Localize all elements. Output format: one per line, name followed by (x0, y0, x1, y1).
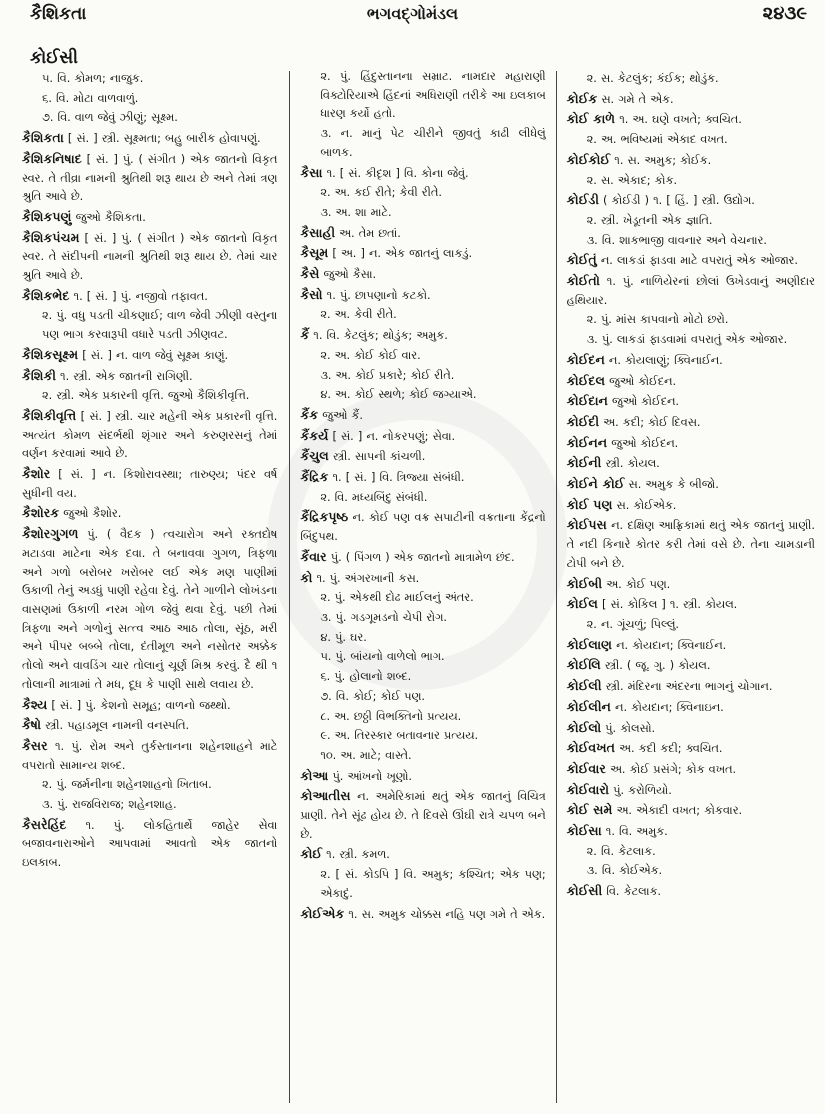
headword: કોઈ કાળે (566, 111, 616, 127)
headword: કોઈપસ (566, 517, 607, 533)
definition-text: જુઓ કૈં. (318, 408, 363, 422)
definition-text: સ્ત્રી. મંદિરના અંદરના ભાગનું ચોગાન. (601, 680, 773, 694)
headword: કોઈદાન (566, 393, 608, 409)
dictionary-entry (567, 698, 815, 718)
definition-text: ૧. અ. ઘણે વખતે; ક્વચિત. (615, 113, 742, 127)
entry-sense (567, 212, 815, 231)
dictionary-entry (567, 677, 815, 697)
dictionary-entry (567, 801, 815, 821)
definition-text: ૧. પું. નાળિયેરનાં છોલાં ઉખેડવાનું અણીદાર હથિયાર. (566, 275, 815, 307)
entry-sense (300, 367, 545, 386)
definition-text: સ. કોઈએક. (612, 498, 677, 512)
dictionary-entry (567, 822, 815, 842)
headword: કોઈની (566, 455, 602, 471)
dictionary-entry (567, 272, 815, 310)
dictionary-entry (22, 407, 277, 464)
page-number: ૨૪૩૯ (762, 3, 807, 24)
column-3 (557, 68, 815, 1104)
dictionary-entry (300, 265, 545, 285)
entry-sense (567, 862, 815, 881)
definition-text: ૩. પું. ગડગૂમડનો ચેપી રોગ. (320, 610, 447, 624)
definition-text: સ્ત્રી. પહાડમૂલ નામની વનસ્પતિ. (41, 719, 190, 733)
headword: કૈસરેહિંદ (22, 816, 67, 832)
page-header (0, 0, 825, 72)
definition-text: ૨. સ્ત્રી. ખેડૂતની એક જ્ઞાતિ. (586, 213, 713, 227)
dictionary-entry (300, 767, 545, 787)
definition-text: અ. કોઈ પ્રસંગે; કોક વખત. (605, 762, 737, 776)
headword: કોઈદી (566, 413, 600, 429)
headword: કોઈને કોઈ (566, 476, 625, 492)
dictionary-entry (567, 719, 815, 739)
headword: કોઈલી (566, 678, 602, 694)
headword: કૈશિકપંચમ (22, 229, 80, 245)
dictionary-entry (300, 244, 545, 264)
dictionary-entry (567, 760, 815, 780)
definition-text: ૨. અ. કઈ રીતે; કેવી રીતે. (320, 186, 442, 200)
dictionary-entry (567, 372, 815, 392)
definition-text: જુઓ કોઈદન. (607, 395, 680, 409)
definition-text: [ સં. ] ન. કિશોરાવસ્થા; તારુણ્ય; પંદર વર્ષ સુધીની વય. (22, 468, 278, 500)
definition-text: ૧. પું. રોમ અને તુર્કસ્તાનના શહેનશાહને માટે વપરાતો સામાન્ય શબ્દ. (22, 739, 278, 772)
definition-text: ૨. પું. હિંદુસ્તાનના સમ્રાટ. નામદાર મહારાણી વિક્ટોરિયાએ હિંદનાં અધિરાણી તરીકે આ ઇલકાબ ધારણ કર્યો હતો. (320, 70, 546, 121)
dictionary-entry (300, 508, 545, 546)
headword: કૈંદ્રિકપૃષ્ઠ (300, 509, 349, 525)
entry-sense (300, 125, 545, 162)
dictionary-entry (300, 164, 545, 184)
headword: કૈશિકપણું (22, 208, 72, 224)
dictionary-entry (22, 367, 277, 387)
headword: કોઈલિ (566, 657, 601, 673)
definition-text: ૧. પું. છાપણાનો કટકો. (322, 288, 431, 302)
headword: કોઈસી (566, 883, 603, 899)
headword: કૈસર (22, 737, 48, 753)
entry-sense (300, 629, 545, 648)
definition-text: ૨. અ. કોઈ કોઈ વાર. (320, 348, 421, 362)
headword: કૈસૂમ (300, 245, 329, 261)
definition-text: [ અ. ] ન. એક જાતનું લાકડું. (328, 247, 473, 261)
definition-text: અ. કોઈ પણ. (602, 577, 671, 591)
definition-text: જુઓ કોઈદન. (607, 436, 679, 450)
definition-text: ૩. અ. શા માટે. (320, 205, 392, 219)
entry-sense (22, 387, 277, 406)
definition-text: ૨. અ. ભવિષ્યમાં એકાદ વખત. (586, 133, 728, 147)
definition-text: ૨. અ. કેવી રીતે. (320, 308, 397, 322)
definition-text: ૭. વિ. વાળ જેવું ઝીણું; સૂક્ષ્મ. (42, 111, 178, 125)
dictionary-entry (567, 781, 815, 801)
headword: કોઈવખત (566, 740, 615, 756)
headword: કૈંદ્રિક (300, 469, 329, 485)
definition-text: પું. કોલસો. (601, 721, 656, 735)
dictionary-entry (567, 413, 815, 433)
dictionary-entry (300, 468, 545, 488)
definition-text: [ સં. ] ન. વાળ જેવું સૂક્ષ્મ કાણું. (78, 348, 229, 362)
headword: કોઈએક (300, 905, 345, 921)
guide-word-first: કૈશિકતા (30, 4, 87, 24)
entry-sense (22, 70, 277, 89)
definition-text: ૨. પું. એકથી દોઢ માઈલનું અંતર. (320, 591, 474, 605)
dictionary-entry (567, 251, 815, 271)
guide-word-last: કોઈસી (30, 48, 79, 68)
definition-text: [ સં. ] ન. નોકરપણું; સેવા. (328, 429, 456, 443)
definition-text: ૧. પું. લોકહિતાર્થે જાહેર સેવા બજાવનારાઓને આપવામાં આવતો એક જાતનો ઇલકાબ. (22, 818, 278, 870)
headword: કૈશોરગુગળ (22, 526, 79, 542)
definition-text: ન. કોયદાન; ક્વિનાઇન. (610, 700, 724, 714)
dictionary-entry (22, 737, 277, 775)
dictionary-entry (300, 905, 545, 925)
headword: કોઈનન (566, 434, 608, 450)
definition-text: ૨. પું. વધુ પડતી ચીકણાઈ; વાળ જેવી ઝીણી વસ્તુના પણ ભાગ કરવારૂપી વધારે પડતી ઝીણવટ. (42, 309, 278, 342)
entry-sense (567, 311, 815, 330)
definition-text: ૧. વિ. અમુક. (601, 825, 668, 839)
headword: કોઆ (300, 767, 329, 783)
entry-sense (567, 172, 815, 191)
definition-text: ૧. [ સં. કીદૃશ ] વિ. કોના જેવું. (322, 166, 469, 180)
headword: કૈશિકભેદ (22, 287, 70, 303)
headword: કોઈલીન (566, 698, 611, 714)
dictionary-entry (22, 465, 277, 503)
definition-text: ન. કોયલાણું; ક્વિનાઈન. (604, 353, 723, 367)
headword: કોઈક (566, 90, 598, 106)
dictionary-entry (567, 351, 815, 371)
headword: કોઈલાણ (566, 636, 613, 652)
dictionary-columns (22, 68, 815, 1104)
definition-text: [ સં. ] પું. ( સંગીત ) એક જાતનો વિકૃત સ્વર. તે સંદીપની નામની શ્રુતિથી શરૂ થાય છે. તેમાં ચાર શ્રુતિ આવે છે. (22, 231, 278, 283)
dictionary-entry (300, 447, 545, 467)
definition-text: [ સં. ] સ્ત્રી. સૂક્ષ્મતા; બહુ બારીક હોવાપણું. (63, 132, 261, 146)
definition-text: ૨. પું. માંસ કાપવાનો મોટો છરો. (586, 313, 729, 327)
dictionary-entry (22, 129, 277, 149)
definition-text: સ. અમુક કે બીજો. (624, 478, 719, 492)
headword: કોઈવાર (566, 760, 606, 776)
definition-text: અ. એકાદી વખત; કોકવાર. (612, 804, 743, 818)
definition-text: ૨. સ્ત્રી. એક પ્રકારની વૃત્તિ. જુઓ કૈશિકીવૃત્તિ. (42, 389, 250, 403)
definition-text: ૨. વિ. કેટલાક. (586, 844, 656, 858)
dictionary-entry (567, 496, 815, 516)
definition-text: ( કોઈડી ) ૧. [ હિં. ] સ્ત્રી. ઉદ્યોગ. (598, 194, 755, 208)
definition-text: અ. કદી; કોઈ દિવસ. (599, 415, 701, 429)
entry-sense (300, 386, 545, 405)
entry-sense (22, 776, 277, 795)
headword: કૈસો (300, 286, 323, 302)
entry-sense (300, 727, 545, 746)
dictionary-entry (300, 569, 545, 589)
definition-text: ૨. સ. કેટલુંક; કંઈક; થોડુંક. (586, 72, 719, 85)
dictionary-entry (22, 816, 277, 873)
definition-text: ૧. સ્ત્રી. એક જાતની રાગિણી. (55, 369, 193, 383)
definition-text: અ. તેમ છતાં. (335, 226, 401, 240)
definition-text: ૩. અ. કોઈ પ્રકારે; કોઈ રીતે. (320, 368, 455, 382)
book-title: ભગવદ્ગોમંડલ (366, 4, 459, 23)
dictionary-entry (22, 287, 277, 307)
entry-sense (300, 347, 545, 366)
definition-text: [ સં. ] પું. ( સંગીત ) એક જાતનો વિકૃત સ્વર. તે તીવ્રા નામની શ્રુતિથી શરૂ થાય છે અને તેમાં ત્રણ શ્રુતિ આવે છે. (22, 152, 278, 204)
definition-text: ૧. સ. અમુક; કોઈક. (610, 153, 712, 167)
entry-sense (22, 307, 277, 344)
dictionary-entry (22, 150, 277, 207)
dictionary-entry (22, 525, 277, 694)
definition-text: ૩. પું. લાકડાં ફાડવામાં વપરાતું એક ઓજાર. (586, 333, 788, 347)
entry-sense (300, 306, 545, 325)
dictionary-entry (22, 208, 277, 228)
definition-text: ૭. વિ. કોઈ; કોઈ પણ. (320, 689, 425, 703)
definition-text: ૧. સ્ત્રી. કમળ. (322, 848, 390, 862)
definition-text: ૧. સ. અમુક ચોક્કસ નહિ પણ ગમે તે એક. (344, 907, 546, 921)
entry-sense (300, 204, 545, 223)
definition-text: ન. લાકડાં ફાડવા માટે વપરાતું એક ઓજાર. (596, 254, 798, 268)
definition-text: સ્ત્રી. ( જૂ. ગુ. ) કોયલ. (600, 659, 711, 673)
headword: કૈં (300, 327, 310, 343)
entry-sense (300, 589, 545, 608)
entry-sense (300, 747, 545, 766)
entry-sense (567, 616, 815, 635)
headword: કૈષો (22, 717, 42, 733)
dictionary-entry (567, 151, 815, 171)
entry-sense (300, 668, 545, 687)
definition-text: ન. દક્ષિણ આફ્રિકામાં થતું એક જાતનું પ્રાણી. તે નદી કિનારે કોતર કરી તેમાં વસે છે. તેના ચામડાની ટોપી બને છે. (566, 519, 815, 570)
definition-text: જુઓ કૈશોર. (59, 507, 122, 521)
headword: કો (300, 569, 313, 585)
headword: કોઈ સમે (566, 802, 613, 818)
definition-text: ન. કોઈ પણ વક્ર સપાટીની વક્રતાના કેંદ્રનો બિંદુપથ. (300, 511, 546, 544)
definition-text: ૨. ન. ગૂંચળું; પિલ્લું. (586, 617, 679, 631)
dictionary-entry (22, 229, 277, 286)
dictionary-entry (300, 548, 545, 568)
headword: કોઈતું (566, 252, 597, 268)
headword: કૈસા (300, 164, 323, 180)
headword: કોઈવારો (566, 781, 610, 797)
definition-text: ૨. [ સં. કોઽપિ ] વિ. અમુક; કશ્ચિત; એક પણ; એકાદું. (320, 868, 546, 900)
entry-sense (567, 131, 815, 150)
headword: કૈશિકતા (22, 130, 64, 146)
headword: કૈંચુલ (300, 448, 329, 464)
definition-text: ૧. [ સં. ] વિ. ત્રિજ્યા સંબંધી. (328, 471, 465, 485)
definition-text: ૧. પું. અંગરખાની કસ. (312, 571, 420, 585)
definition-text: ૮. અ. છઠ્ઠી વિભક્તિનો પ્રત્યય. (320, 709, 462, 723)
definition-text: ૩. પું. રાજવિરાજ; શહેનશાહ. (42, 798, 177, 812)
entry-sense (22, 109, 277, 128)
headword: કોઈસા (566, 823, 602, 839)
headword: કોઈદન (566, 351, 605, 367)
definition-text: જુઓ કૈશિકતા. (71, 210, 146, 224)
dictionary-entry (300, 326, 545, 346)
dictionary-entry (567, 595, 815, 615)
definition-text: ૧. [ સં. ] પું. નજીવો તફાવત. (69, 289, 208, 303)
definition-text: ૧. વિ. કેટલુંક; થોડુંક; અમુક. (309, 329, 448, 343)
definition-text: ૬. વિ. મોટા વાળવાળું. (42, 91, 139, 105)
definition-text: સ્ત્રી. કોયલ. (601, 457, 660, 471)
definition-text: ૫. વિ. કોમળ; નાજુક. (42, 72, 144, 85)
definition-text: ૫. પું. બાંયનો વાળેલો ભાગ. (320, 650, 445, 664)
dictionary-entry (300, 224, 545, 244)
entry-sense (300, 489, 545, 508)
definition-text: પું. ( પિંગળ ) એક જાતનો માત્રામેળ છંદ. (326, 550, 515, 564)
definition-text: અ. કદી કદી; ક્વચિત. (614, 742, 723, 756)
entry-sense (300, 688, 545, 707)
dictionary-entry (300, 845, 545, 865)
definition-text: સ્ત્રી. સાપની કાંચળી. (328, 450, 426, 464)
entry-sense (567, 232, 815, 251)
definition-text: ૨. વિ. મધ્યબિંદુ સંબંધી. (320, 490, 428, 504)
headword: કૈશોર (22, 466, 51, 482)
definition-text: ન. કોયદાન; ક્વિનાઈન. (612, 638, 727, 652)
definition-text: પું. કરોળિયો. (609, 783, 672, 797)
headword: કૈશિકનિષાદ (22, 150, 82, 166)
headword: કોઈ પણ (566, 496, 613, 512)
headword: કૈશોરક (22, 505, 60, 521)
definition-text: ૧૦. અ. માટે; વાસ્તે. (320, 748, 412, 762)
column-1 (22, 68, 289, 1104)
definition-text: પું. આંખનો ખૂણો. (328, 769, 413, 783)
column-2 (290, 68, 555, 1104)
dictionary-entry (567, 475, 815, 495)
dictionary-entry (567, 90, 815, 110)
headword: કૈંવાર (300, 548, 327, 564)
definition-text: ૯. અ. તિરસ્કાર બતાવનાર પ્રત્યય. (320, 729, 479, 743)
headword: કૈશ્ય (22, 696, 48, 712)
dictionary-entry (567, 636, 815, 656)
dictionary-entry (567, 882, 815, 902)
headword: કૈંકર્ય (300, 427, 329, 443)
headword: કૈસે (300, 266, 320, 282)
headword: કોઈ (300, 846, 323, 862)
definition-text: ૨. પું. જર્મનીના શહેનશાહનો ખિતાબ. (42, 778, 212, 792)
headword: કોઆતીસ (300, 788, 351, 804)
headword: કોઈકોઈ (566, 151, 611, 167)
dictionary-entry (567, 516, 815, 573)
dictionary-entry (567, 575, 815, 595)
dictionary-entry (22, 346, 277, 366)
definition-text: વિ. કેટલાક. (602, 885, 662, 899)
definition-text: સ. ગમે તે એક. (597, 92, 674, 106)
dictionary-entry (567, 434, 815, 454)
dictionary-entry (567, 454, 815, 474)
headword: કૈશિકસૂક્ષ્મ (22, 346, 79, 362)
entry-sense (300, 708, 545, 727)
headword: કોઈડી (566, 192, 599, 208)
definition-text: ૪. અ. કોઈ સ્થળે; કોઈ જગ્યાએ. (320, 388, 477, 402)
dictionary-entry (567, 392, 815, 412)
entry-sense (22, 90, 277, 109)
definition-text: ન. અમેરિકામાં થતું એક જાતનું વિચિત્ર પ્રાણી. તેને સૂંઢ હોય છે. તે દિવસે ઊંઘી રાત્રે ચપળ બને છે. (300, 790, 546, 841)
headword: કોઈલ (566, 596, 598, 612)
entry-sense (300, 866, 545, 903)
entry-sense (300, 648, 545, 667)
definition-text: જુઓ કૈસા. (319, 268, 377, 282)
headword: કૈશિકી (22, 367, 56, 383)
headword: કૈસાહી (300, 224, 336, 240)
dictionary-entry (300, 427, 545, 447)
dictionary-entry (567, 191, 815, 211)
headword: કોઈબી (566, 575, 603, 591)
entry-sense (300, 184, 545, 203)
definition-text: ૩. વિ. શાકભાજી વાવનાર અને વેચનાર. (586, 233, 767, 247)
definition-text: [ સં. ] સ્ત્રી. ચાર મહેની એક પ્રકારની વૃત્તિ. અત્યંત કોમળ સંદર્ભથી શૃંગાર અને કરુણરસનું તેમાં વર્ણન કરવામાં આવે છે. (22, 409, 278, 461)
dictionary-entry (567, 656, 815, 676)
headword: કોઈદલ (566, 372, 605, 388)
entry-sense (567, 843, 815, 862)
definition-text: ૩. ન. માનું પેટ ચીરીને જીવતું કાઢી લીધેલું બાળક. (320, 127, 546, 159)
definition-text: ૨. સ. એકાદ; કોક. (586, 173, 678, 187)
dictionary-entry (22, 716, 277, 736)
dictionary-entry (22, 696, 277, 716)
definition-text: ૬. પું. હોલાનો શબ્દ. (320, 670, 412, 684)
definition-text: જુઓ કોઈદન. (604, 374, 677, 388)
dictionary-entry (300, 406, 545, 426)
headword: કૈશિકીવૃત્તિ (22, 407, 77, 423)
definition-text: [ સં. ] પું. કેશનો સમૂહ; વાળનો જથ્થો. (47, 698, 231, 712)
dictionary-entry (567, 739, 815, 759)
entry-sense (300, 609, 545, 628)
dictionary-entry (300, 286, 545, 306)
entry-sense (567, 70, 815, 89)
definition-text: પું. ( વૈદક ) ત્વચારોગ અને રક્તદોષ મટાડવા માટેના એક દવા. તે બનાવવા ગુગળ, ત્રિફળા અને ગળો બરોબર ખરોબર લઈ એક મણ પાણીમાં ઉકાળી તેનું અડધું પાણી રહેવા દેવું. તેને ગાળીને લોખંડના વાસણમાં ઉકાળી નરમ ગોળ જેવું થવા દેવું. પછી તેમાં ત્રિફળા અને ગળોનું સત્ત્વ આઠ આઠ તોલા, સૂંઠ, મરી અને પીપર બબ્બે તોલા, દંતીમૂળ અને નસોતર અક્કેક તોલો અને વાવડિંગ ચાર તોલાનું ચૂર્ણ મિશ્ર કરવું. દૈ થી ૧ તોલાની માત્રામાં તે મધ, દૂધ કે પાણી સાથે લવાય છે. (22, 528, 278, 691)
definition-text: ૪. પું. ઘર. (320, 630, 367, 644)
dictionary-entry (22, 504, 277, 524)
headword: કોઈલો (566, 719, 602, 735)
entry-sense (22, 796, 277, 815)
dictionary-entry (300, 787, 545, 844)
headword: કૈંક (300, 406, 319, 422)
definition-text: [ સં. કોકિલ ] ૧. સ્ત્રી. કોયલ. (597, 598, 738, 612)
headword: કોઈતો (566, 273, 600, 289)
entry-sense (567, 331, 815, 350)
dictionary-entry (567, 110, 815, 130)
definition-text: ૩. વિ. કોઈએક. (586, 864, 663, 878)
entry-sense (300, 68, 545, 124)
